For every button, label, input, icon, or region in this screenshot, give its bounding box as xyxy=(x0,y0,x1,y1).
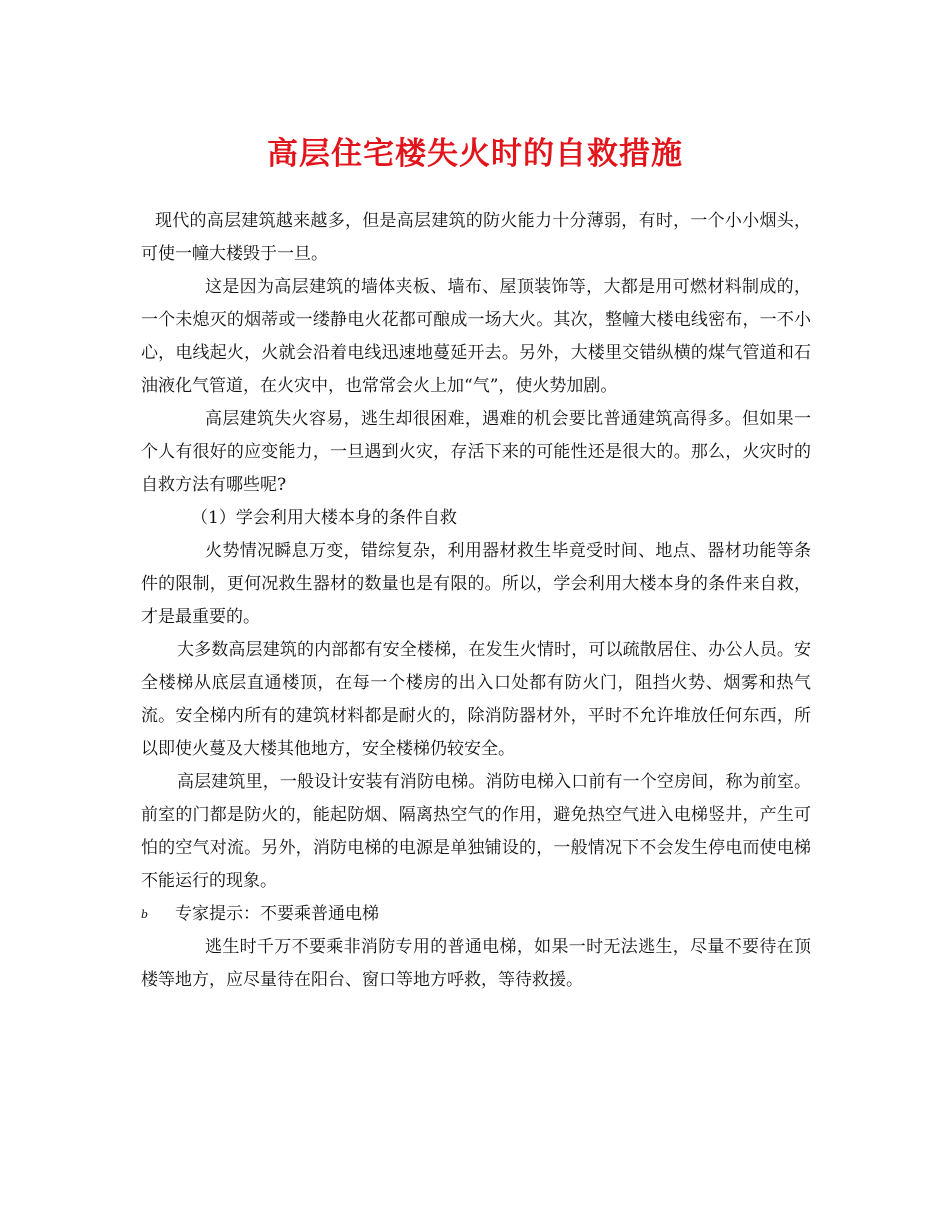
paragraph-self-rescue: 火势情况瞬息万变，错综复杂，利用器材救生毕竟受时间、地点、器材功能等条件的限制，更何况救生器材的数量也是有限的。所以，学会利用大楼本身的条件来自救，才是最重要的。 xyxy=(141,541,811,627)
document-body xyxy=(141,205,811,997)
paragraph-fire-elevator: 高层建筑里，一般设计安装有消防电梯。消防电梯入口前有一个空房间，称为前室。前室的门都是防火的，能起防烟、隔离热空气的作用，避免热空气进入电梯竖井，产生可怕的空气对流。另外，消防电梯的电源是单独铺设的，一般情况下不会发生停电而使电梯不能运行的现象。 xyxy=(141,772,811,891)
paragraph-safety-stairs: 大多数高层建筑的内部都有安全楼梯，在发生火情时，可以疏散居住、办公人员。安全楼梯从底层直通楼顶，在每一个楼房的出入口处都有防火门，阻挡火势、烟雾和热气流。安全梯内所有的建筑材料都是耐火的，除消防器材外，平时不允许堆放任何东西，所以即使火蔓及大楼其他地方，安全楼梯仍较安全。 xyxy=(141,640,811,759)
bullet-icon: b xyxy=(141,908,149,921)
section-heading-1: （1）学会利用大楼本身的条件自救 xyxy=(191,508,457,528)
paragraph-intro: 现代的高层建筑越来越多，但是高层建筑的防火能力十分薄弱，有时，一个小小烟头，可使一幢大楼毁于一旦。 xyxy=(141,211,811,264)
document-title: 高层住宅楼失火时的自救措施 xyxy=(267,136,683,172)
paragraph-elevator-warning: 逃生时千万不要乘非消防专用的普通电梯，如果一时无法逃生，尽量不要待在顶楼等地方，应尽量待在阳台、窗口等地方呼救，等待救援。 xyxy=(141,937,811,990)
paragraph-escape: 高层建筑失火容易，逃生却很困难，遇难的机会要比普通建筑高得多。但如果一个人有很好的应变能力，一旦遇到火灾，存活下来的可能性还是很大的。那么，火灾时的自救方法有哪些呢? xyxy=(141,409,811,495)
expert-tip-label: 专家提示：不要乘普通电梯 xyxy=(175,904,379,924)
paragraph-reasons: 这是因为高层建筑的墙体夹板、墙布、屋顶装饰等，大都是用可燃材料制成的，一个未熄灭的烟蒂或一缕静电火花都可酿成一场大火。其次，整幢大楼电线密布，一不小心，电线起火，火就会沿着电线迅速地蔓延开去。另外，大楼里交错纵横的煤气管道和石油液化气管道，在火灾中，也常常会火上加“气”，使火势加剧。 xyxy=(141,277,811,396)
expert-tip xyxy=(141,898,811,931)
